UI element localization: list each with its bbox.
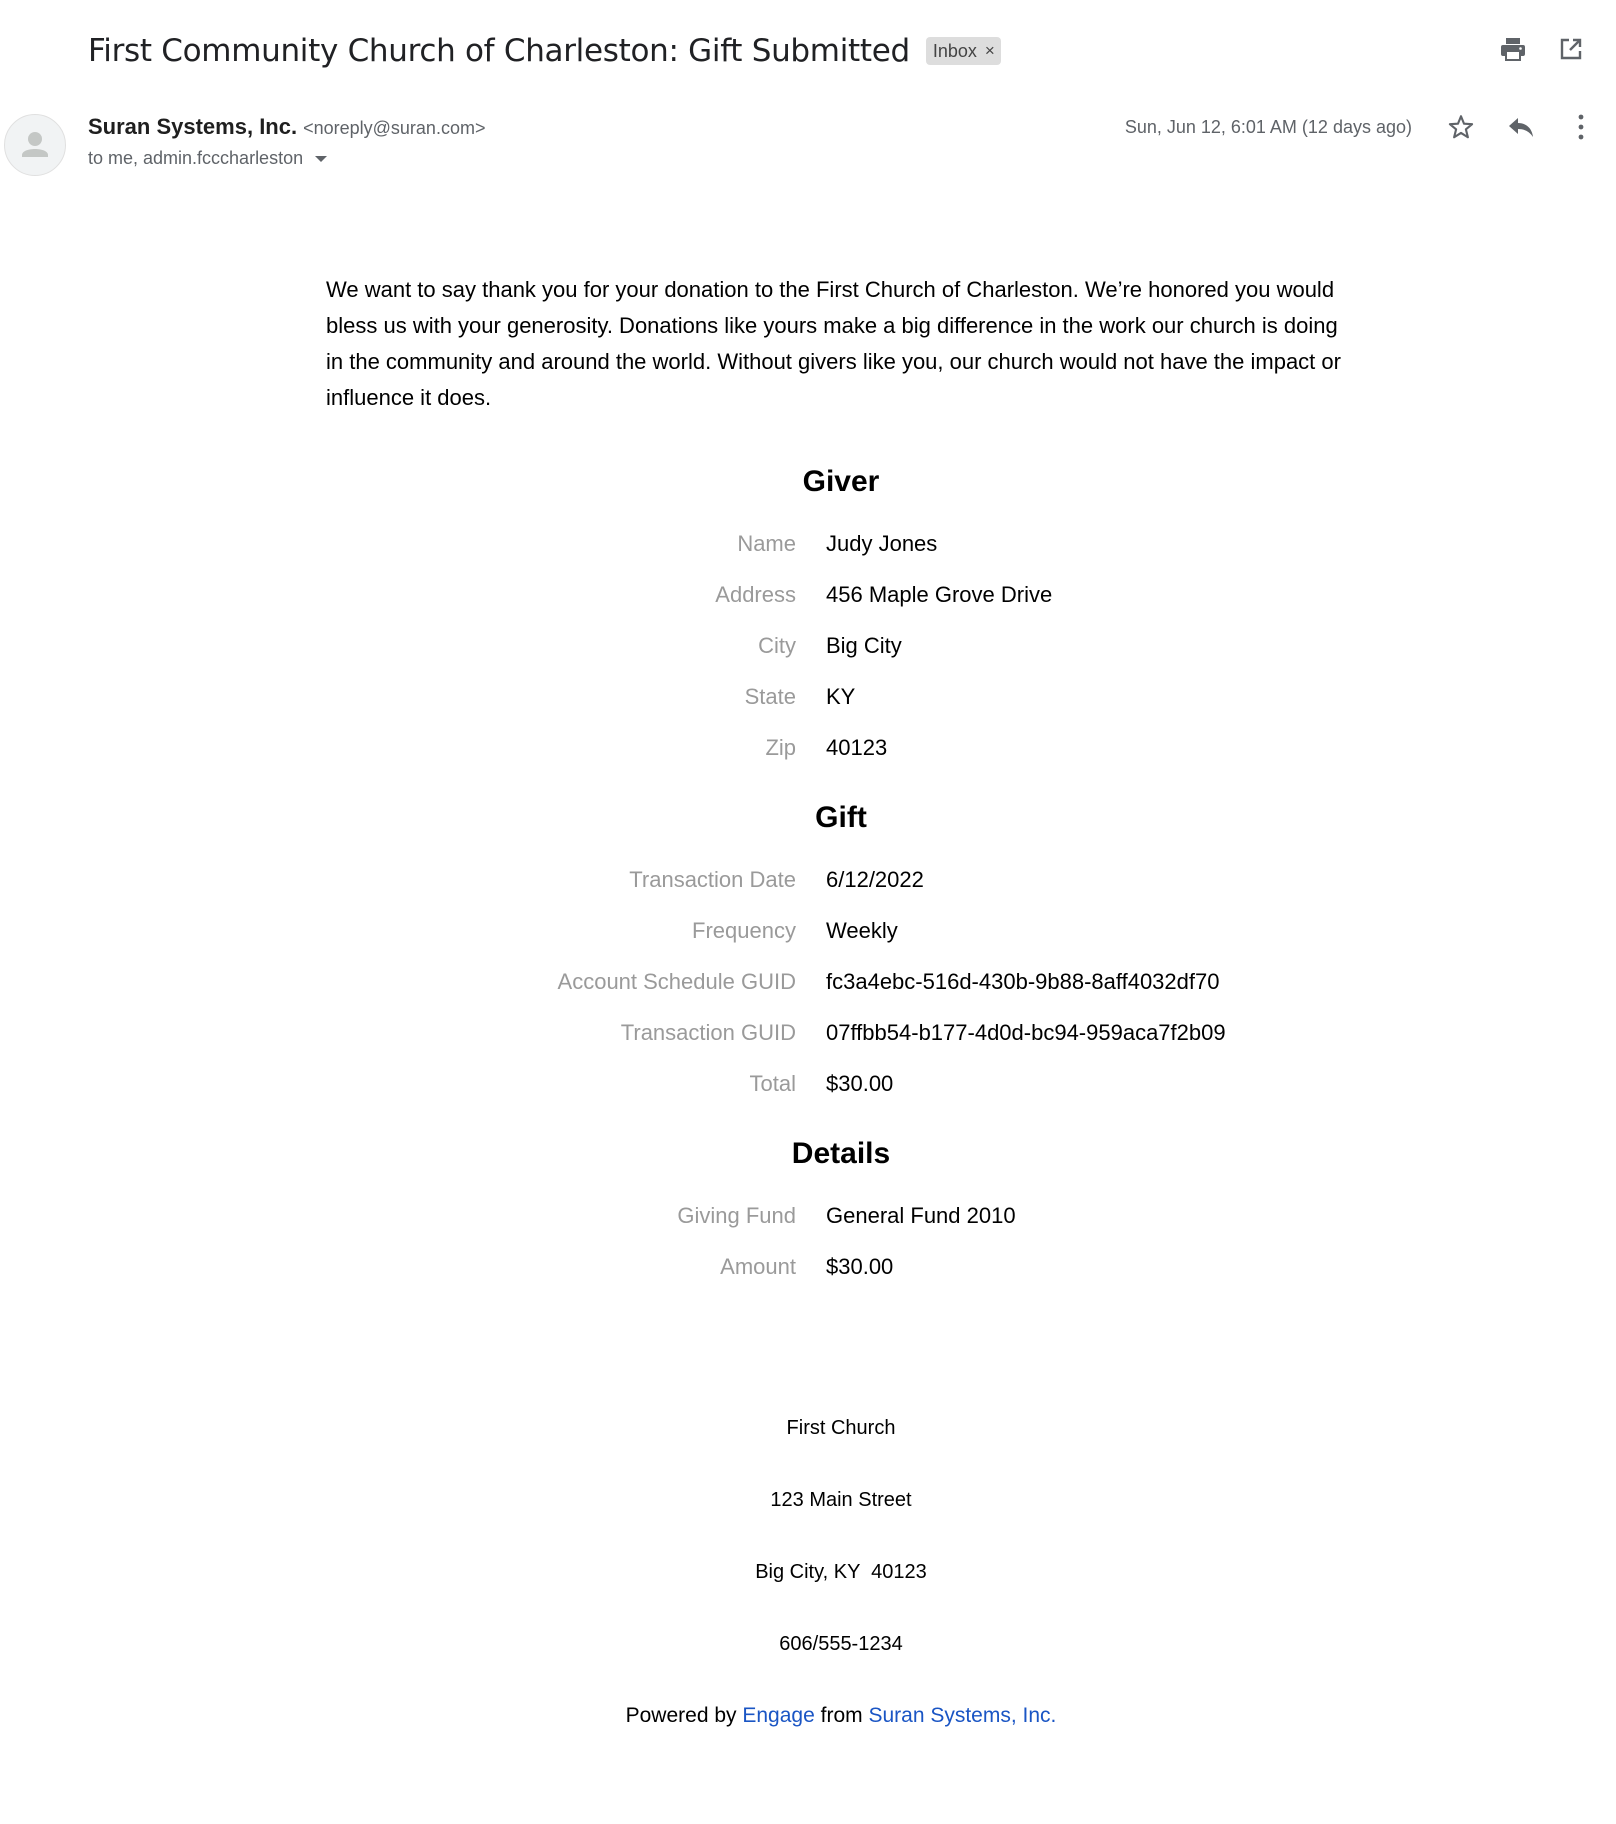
remove-label-icon[interactable]: × [984, 41, 995, 60]
details-section-title: Details [791, 1137, 891, 1170]
footer-street: 123 Main Street [770, 1489, 912, 1511]
sender-line [88, 114, 485, 140]
field-label: Zip [765, 734, 796, 760]
engage-link[interactable]: Engage [742, 1704, 815, 1727]
field-value: General Fund 2010 [826, 1202, 1016, 1228]
sender-block [88, 114, 485, 169]
field-label: Amount [720, 1253, 796, 1279]
details-row-giving-fund [326, 1190, 1356, 1241]
chevron-down-icon[interactable] [315, 156, 327, 162]
email-subject: First Community Church of Charleston: Gift Submitted [88, 33, 910, 69]
gift-row-frequency [326, 905, 1356, 956]
star-icon[interactable] [1446, 112, 1476, 142]
field-value: 456 Maple Grove Drive [826, 581, 1053, 607]
open-in-new-window-icon[interactable] [1556, 34, 1586, 64]
sender-name[interactable]: Suran Systems, Inc. [88, 114, 298, 139]
powered-prefix: Powered by [625, 1704, 737, 1727]
footer-church-name: First Church [786, 1417, 896, 1439]
giver-row-zip [326, 722, 1356, 773]
field-label: Account Schedule GUID [557, 968, 796, 994]
field-value: 40123 [826, 734, 888, 760]
gift-rows [326, 854, 1356, 1109]
gift-section-title: Gift [815, 801, 867, 834]
inbox-label-chip[interactable] [926, 37, 1001, 65]
recipients-text: to me, admin.fcccharleston [88, 148, 304, 168]
footer-city-state-zip: Big City, KY 40123 [755, 1561, 927, 1583]
message-body [326, 272, 1356, 1728]
field-label: Name [737, 530, 796, 556]
giver-rows [326, 518, 1356, 773]
field-label: Address [715, 581, 796, 607]
sender-avatar[interactable] [4, 114, 66, 176]
field-value: $30.00 [826, 1253, 894, 1279]
message-date: Sun, Jun 12, 6:01 AM (12 days ago) [1124, 116, 1412, 137]
message-meta [1125, 112, 1596, 142]
avatar-person-icon [5, 115, 65, 175]
giver-row-address [326, 569, 1356, 620]
giver-row-city [326, 620, 1356, 671]
giver-row-name [326, 518, 1356, 569]
print-icon[interactable] [1498, 34, 1528, 64]
sender-email: <noreply@suran.com> [303, 118, 486, 138]
field-value: 6/12/2022 [826, 866, 924, 892]
footer-phone: 606/555-1234 [779, 1633, 903, 1655]
field-value: $30.00 [826, 1070, 894, 1096]
field-label: Total [749, 1070, 796, 1096]
church-footer [326, 1416, 1356, 1728]
gift-row-transaction-date [326, 854, 1356, 905]
intro-paragraph: We want to say thank you for your donation to the First Church of Charleston. We’re honored you would bless us with your generosity. Donations like yours make a big difference in the work our church is doing in the community and around the world. Without givers like you, our church would not have the impact or influence it does. [326, 277, 1341, 410]
field-label: City [758, 632, 796, 658]
from-word: from [820, 1704, 863, 1727]
details-rows [326, 1190, 1356, 1292]
reply-icon[interactable] [1506, 112, 1536, 142]
field-value: Weekly [826, 917, 898, 943]
giver-row-state [326, 671, 1356, 722]
giver-section-title: Giver [802, 465, 880, 498]
subject-row [88, 26, 1596, 76]
powered-by-line [326, 1704, 1356, 1728]
more-vert-icon[interactable] [1566, 112, 1596, 142]
gift-row-account-schedule-guid [326, 956, 1356, 1007]
field-value: fc3a4ebc-516d-430b-9b88-8aff4032df70 [826, 968, 1220, 994]
inbox-label-text: Inbox [932, 40, 977, 61]
field-label: Frequency [692, 917, 796, 943]
field-label: State [744, 683, 796, 709]
suran-systems-link[interactable]: Suran Systems, Inc. [868, 1704, 1057, 1727]
field-label: Transaction GUID [620, 1019, 796, 1045]
field-label: Giving Fund [677, 1202, 796, 1228]
gift-row-total [326, 1058, 1356, 1109]
gift-row-transaction-guid [326, 1007, 1356, 1058]
field-value: Big City [826, 632, 902, 658]
field-value: KY [826, 683, 856, 709]
details-row-amount [326, 1241, 1356, 1292]
field-label: Transaction Date [629, 866, 796, 892]
top-actions [1498, 34, 1586, 64]
field-value: Judy Jones [826, 530, 938, 556]
recipients-line [88, 148, 485, 169]
field-value: 07ffbb54-b177-4d0d-bc94-959aca7f2b09 [826, 1019, 1226, 1045]
